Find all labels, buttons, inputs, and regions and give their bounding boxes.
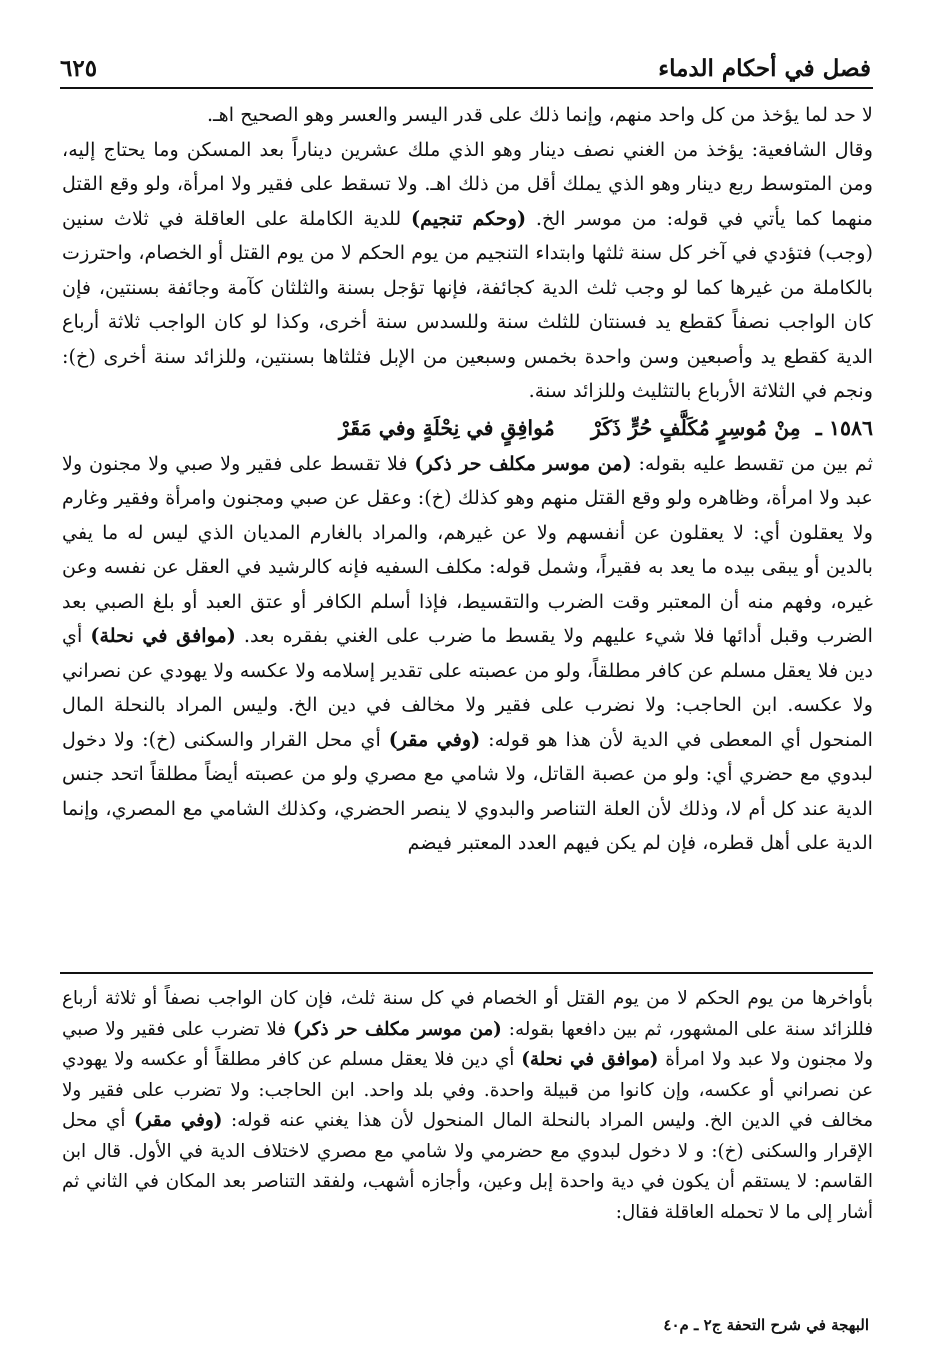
bold-quote: (وفي مقر) (388, 727, 481, 751)
running-header (60, 40, 871, 80)
bold-quote: (وفي مقر) (134, 1110, 223, 1131)
footnote-text: بأواخرها من يوم الحكم لا من يوم القتل أو الخصام في كل سنة ثلث، فإن كان الواجب نصفاً أو ثلاثة أرباع فللزائد سنة على المشهور، ثم بين دافعها بقوله: (62, 988, 874, 1040)
verse-number: ١٥٨٦ ـ (815, 415, 873, 440)
paragraph-text: وقال الشافعية: يؤخذ من الغني نصف دينار وهو الذي ملك عشرين ديناراً بعد المسكن وما يحتاج إليه، ومن المتوسط ربع دينار وهو الذي يملك أقل من ذلك اهـ. ولا تسقط على فقير ولا امرأة، ولو وقع القتل منهما كما يأتي في قوله: من موسر الخ. (62, 137, 874, 230)
bold-quote: (من موسر مكلف حر ذكر) (414, 451, 632, 475)
paragraph-text: ثم بين من تقسط عليه بقوله: (638, 451, 874, 475)
paragraph-text: فلا تقسط على فقير ولا صبي ولا مجنون ولا عبد ولا امرأة، وظاهره ولو وقع القتل منهم وهو كذلك (خ): وعقل عن صبي ومجنون وامرأة وفقير وغارم ولا يعقلون أي: لا يعقلون عن أنفسهم ولا عن غيرهم، والمراد بالغارم المديان الذي ليس له ما يفي بالدين أو يبقى بيده ما يعد به فقيراً، وشمل قوله: مكلف السفيه فإنه كالرشيد في العقل عن نفسه وعن غيره، وفهم منه أن المعتبر وقت الضرب والتقسيط، فإذا أسلم الكافر أو عتق العبد أو بلغ الصبي بعد الضرب وقبل أدائها فلا شيء عليهم ولا يقسط ما ضرب على الغني بفقره بعد. (62, 451, 873, 647)
running-title: فصل في أحكام الدماء (658, 55, 871, 82)
paragraph-text: أي محل القرار والسكنى (خ): ولا دخول لبدوي مع حضري أي: ولو من عصبة القاتل، ولا شامي مع مصري ولو من عصبته أيضاً مطلقاً اتحد جنس الدية عند كل أم لا، وذلك لأن العلة التناصر والبدوي لا ينصر الحضري، وكذلك الشامي مع المصري، وإنما الدية على أهل قطره، فإن لم يكن فيهم العدد المعتبر فيضم (62, 727, 873, 854)
bold-quote: (من موسر مكلف حر ذكر) (292, 1018, 502, 1040)
footnotes (62, 984, 873, 1228)
footnote-text: فلا تضرب على فقير ولا صبي ولا مجنون ولا عبد ولا امرأة (62, 1018, 873, 1070)
paragraph (62, 447, 873, 861)
verse-line (62, 410, 873, 446)
paragraph-text: لا حد لما يؤخذ من كل واحد منهم، وإنما ذلك على قدر اليسر والعسر وهو الصحيح اهـ. (206, 103, 873, 126)
footnote-rule (60, 972, 873, 974)
header-rule (60, 87, 873, 89)
paragraph-text: أي دين فلا يعقل مسلم عن كافر مطلقاً، ولو من عصبته على تقدير إسلامه ولا عكسه ولا يهودي عن نصراني ولا عكسه. ابن الحاجب: ولا نضرب على فقير ولا مخالف في دين الخ. وليس المراد بالنحلة المال المنحول أي المعطى في الدية لأن هذا هو قوله: (62, 624, 873, 751)
footnote-text: أي محل الإقرار والسكنى (خ): و لا دخول لبدوي مع حضرمي ولا شامي مع مصري لاختلاف الدية في الأول. قال ابن القاسم: لا يستقم أن يكون في دية واحدة إبل وعين، وأجازه أشهب، ولفقد التناصر بعد المكان في الثاني ثم أشار إلى ما لا تحمله العاقلة فقال: (62, 1110, 873, 1223)
page-number: ٦٢٥ (60, 55, 98, 82)
paragraph (62, 98, 873, 133)
paragraph-text: للدية الكاملة على العاقلة في ثلاث سنين (وجب) فتؤدي في آخر كل سنة ثلثها وابتداء التنجيم من يوم الحكم لا من يوم القتل أو الخصام، واحترزت بالكاملة من غيرها كما لو وجب ثلث الدية كجائفة، فإنها تؤجل بسنة والثلثان كآمة وجائفة بسنتين، فإن كان الواجب نصفاً كقطع يد فسنتان للثلث سنة وللسدس سنة أخرى، وكذا لو كان الواجب ثلاثة أرباع الدية كقطع يد وأصبعين وسن واحدة بخمس وسبعين من الإبل فثلثاها بسنتين، وللزائد سنة أخرى (خ): ونجم في الثلاثة الأرباع بالتثليث وللزائد سنة. (62, 206, 873, 402)
footnote-text: أي دين فلا يعقل مسلم عن كافر مطلقاً أو عكسه ولا يهودي عن نصراني أو عكسه، وإن كانوا من قبيلة واحدة. وفي بلد واحد. ابن الحاجب: ولا تضرب على فقير ولا مخالف في الدين الخ. وليس المراد بالنحلة المال المنحول لأن هذا يغني عنه قوله: (62, 1049, 874, 1131)
bold-quote: (وحكم تنجيم) (411, 206, 527, 230)
bold-quote: (موافق في نحلة) (521, 1049, 659, 1070)
footnote-paragraph (62, 984, 873, 1228)
verse-hemistich-1: مِنْ مُوسِرٍ مُكَلَّفٍ حُرٍّ ذَكَرْ (590, 415, 801, 440)
printer-signature: البهجة في شرح التحفة ج٢ ـ م٤٠ (663, 1316, 869, 1334)
bold-quote: (موافق في نحلة) (90, 624, 236, 647)
main-text (62, 98, 873, 861)
paragraph (62, 133, 873, 409)
verse-hemistich-2: مُوافِقٍ في نِحْلَةٍ وفي مَقَرْ (338, 415, 555, 440)
